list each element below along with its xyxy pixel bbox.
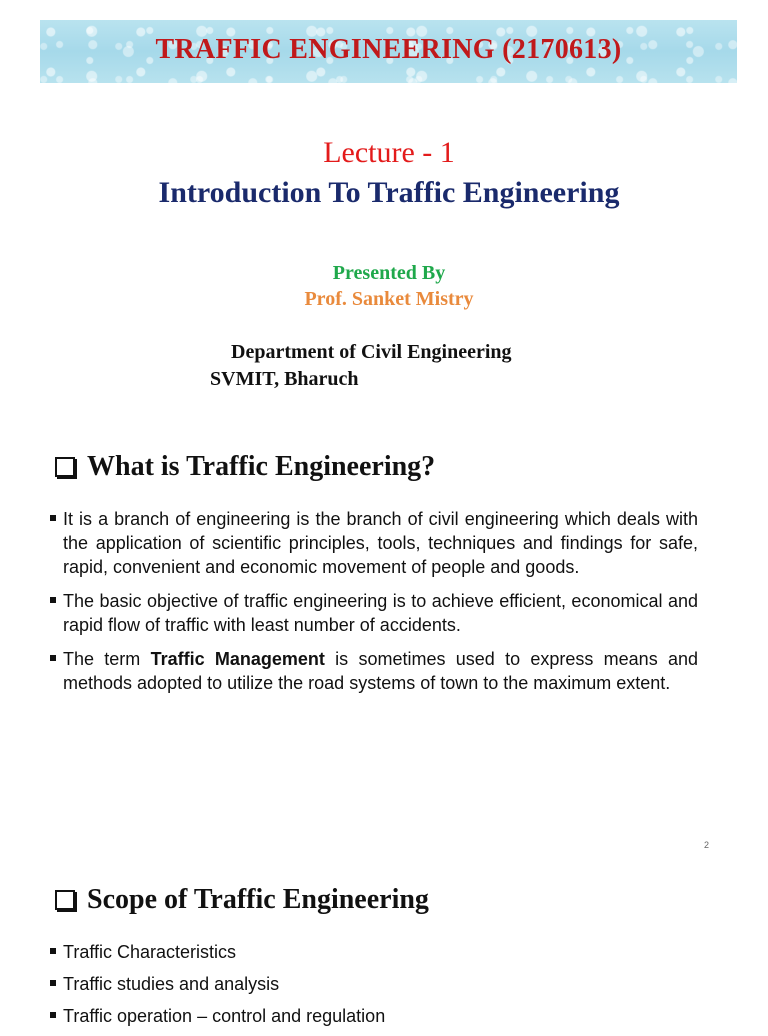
list-item <box>50 589 698 637</box>
checkbox-bullet-icon <box>55 457 75 477</box>
lecture-title: Introduction To Traffic Engineering <box>158 176 620 209</box>
lecture-number: Lecture - 1 <box>323 136 455 169</box>
section-heading-text: Scope of Traffic Engineering <box>87 884 429 915</box>
section-heading-text: What is Traffic Engineering? <box>87 451 436 482</box>
institute-name: SVMIT, Bharuch <box>210 368 359 390</box>
square-bullet-icon <box>50 1012 56 1018</box>
list-item <box>50 1004 698 1028</box>
list-item-text: Traffic studies and analysis <box>63 974 280 994</box>
square-bullet-icon <box>50 980 56 986</box>
section-heading-scope <box>55 884 429 916</box>
list-item-text: Traffic Characteristics <box>63 942 237 962</box>
list-item-text: It is a branch of engineering is the branch of civil engineering which deals with the application of scientific principles, tools, techniques and findings for safe, rapid, convenient and economic movement of people and goods. <box>63 509 698 577</box>
list-item <box>50 507 698 579</box>
list-item <box>50 972 698 996</box>
page-number: 2 <box>704 840 710 850</box>
square-bullet-icon <box>50 655 56 661</box>
title-banner <box>40 20 737 83</box>
list-item-text: Traffic operation – control and regulation <box>63 1006 386 1026</box>
definition-list <box>50 507 698 705</box>
square-bullet-icon <box>50 597 56 603</box>
presented-by-label: Presented By <box>332 262 446 284</box>
checkbox-bullet-icon <box>55 890 75 910</box>
list-item-text: is sometimes used to express means and methods adopted to utilize the road systems of town to the maximum extent. <box>63 649 698 693</box>
list-item <box>50 647 698 695</box>
square-bullet-icon <box>50 948 56 954</box>
department-name: Department of Civil Engineering <box>231 341 512 363</box>
list-item-text: The basic objective of traffic engineering is to achieve efficient, economical and rapid flow of traffic with least number of accidents. <box>63 591 698 635</box>
square-bullet-icon <box>50 515 56 521</box>
course-title: TRAFFIC ENGINEERING (2170613) <box>155 34 622 65</box>
list-item-text: The term <box>63 649 151 669</box>
list-item <box>50 940 698 964</box>
presenter-name: Prof. Sanket Mistry <box>304 288 474 310</box>
scope-list <box>50 940 698 1036</box>
bold-term: Traffic Management <box>150 649 325 669</box>
section-heading-what-is <box>55 451 435 483</box>
